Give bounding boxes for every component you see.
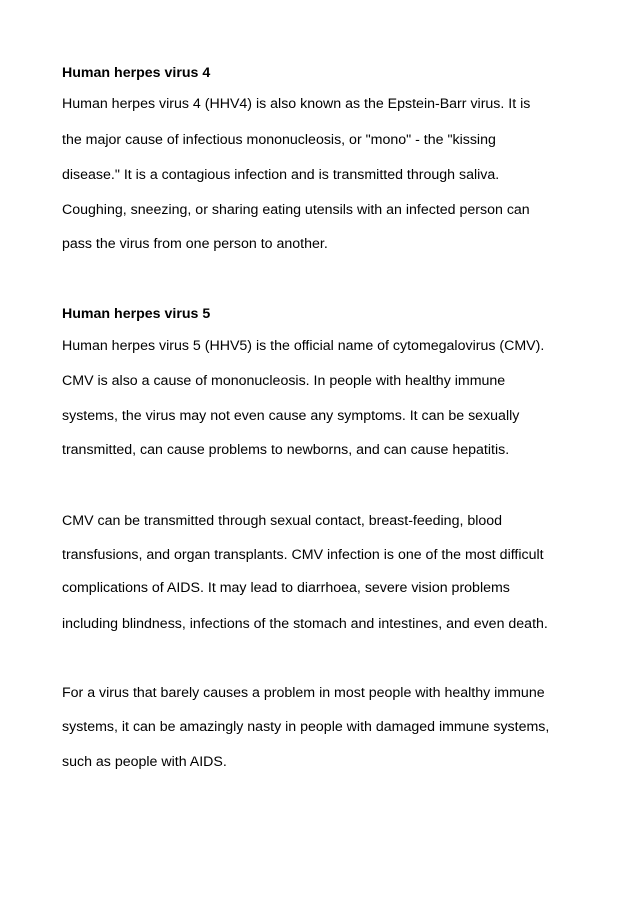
- paragraph-line: such as people with AIDS.: [62, 754, 227, 770]
- paragraph-line: pass the virus from one person to another.: [62, 236, 328, 252]
- section-heading-hhv4: Human herpes virus 4: [62, 65, 211, 81]
- paragraph-line: the major cause of infectious mononucleosis, or "mono" - the "kissing: [62, 132, 496, 148]
- paragraph-line: complications of AIDS. It may lead to diarrhoea, severe vision problems: [62, 580, 510, 596]
- section-heading-hhv5: Human herpes virus 5: [62, 306, 211, 322]
- paragraph-line: systems, the virus may not even cause any symptoms. It can be sexually: [62, 408, 520, 424]
- paragraph-line: transmitted, can cause problems to newborns, and can cause hepatitis.: [62, 442, 510, 458]
- paragraph-line: transfusions, and organ transplants. CMV infection is one of the most difficult: [62, 547, 544, 563]
- paragraph-line: CMV can be transmitted through sexual contact, breast-feeding, blood: [62, 513, 503, 529]
- paragraph-line: Human herpes virus 4 (HHV4) is also known as the Epstein-Barr virus. It is: [62, 96, 531, 112]
- paragraph-line: including blindness, infections of the stomach and intestines, and even death.: [62, 616, 548, 632]
- paragraph-line: Coughing, sneezing, or sharing eating utensils with an infected person can: [62, 202, 530, 218]
- paragraph-line: CMV is also a cause of mononucleosis. In people with healthy immune: [62, 373, 506, 389]
- paragraph-line: disease." It is a contagious infection and is transmitted through saliva.: [62, 167, 500, 183]
- paragraph-line: For a virus that barely causes a problem in most people with healthy immune: [62, 685, 545, 701]
- paragraph-line: Human herpes virus 5 (HHV5) is the official name of cytomegalovirus (CMV).: [62, 338, 545, 354]
- paragraph-line: systems, it can be amazingly nasty in people with damaged immune systems,: [62, 719, 550, 735]
